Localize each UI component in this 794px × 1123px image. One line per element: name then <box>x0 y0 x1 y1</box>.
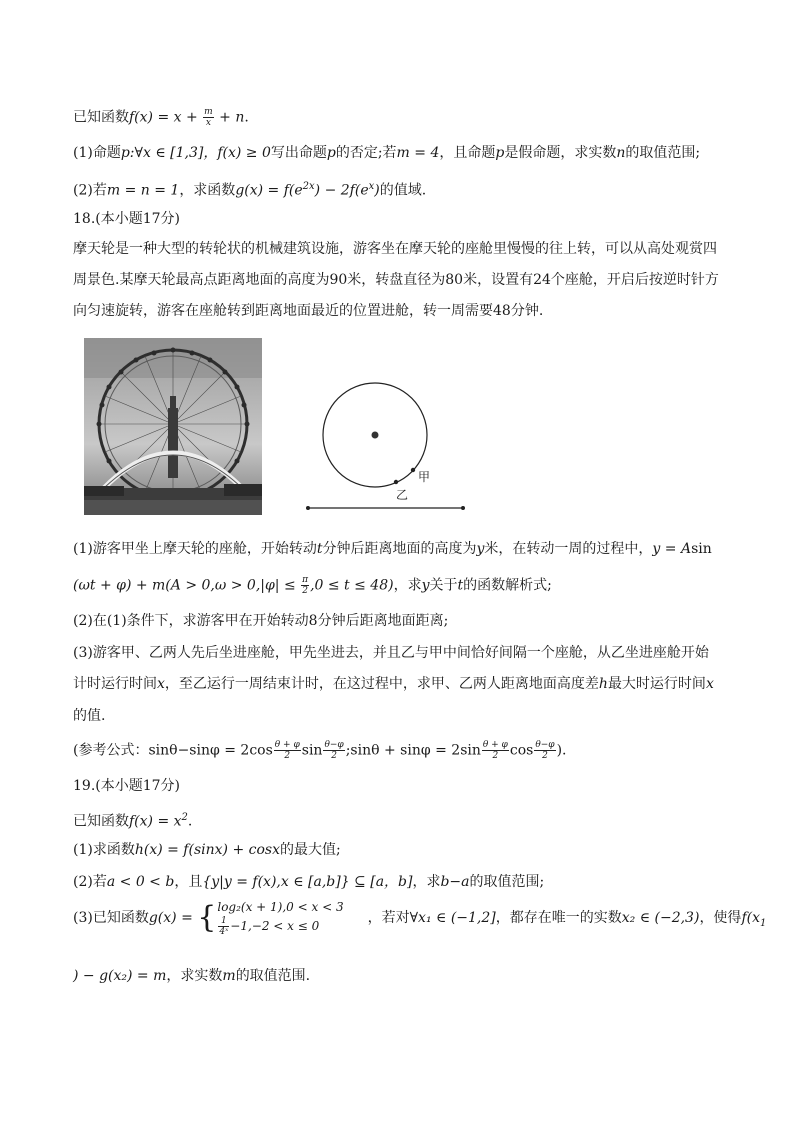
case-2-rest: −1,−2 < x ≤ 0 <box>230 919 320 933</box>
q19-sub3-line2 <box>73 966 310 986</box>
formula: f(x <box>741 910 760 926</box>
text: 已知函数 <box>73 109 129 126</box>
fraction <box>274 740 301 761</box>
fraction <box>323 740 344 761</box>
q18-sub1-line2 <box>73 575 552 596</box>
text: (2)若 <box>73 182 107 199</box>
text: 的取值范围; <box>625 145 701 161</box>
superscript: 2x <box>302 181 315 192</box>
denominator: 4ˣ <box>219 927 229 937</box>
fraction <box>203 107 214 128</box>
formula: m = n = 1 <box>106 182 180 199</box>
q17-part1 <box>73 143 700 163</box>
text: ，求 <box>412 874 441 890</box>
label-jia: 甲 <box>418 470 431 484</box>
q18-sub3-line1: (3)游客甲、乙两人先后坐进座舱，甲先坐进去，并且乙与甲中间恰好间隔一个座舱，从乙坐进座舱开始 <box>73 645 709 661</box>
formula: (ωt + φ) + m(A > 0,ω > 0,|φ| ≤ <box>73 577 301 594</box>
text: ，求实数 <box>166 968 223 984</box>
formula: p:∀x ∈ [1,3]，f(x) ≥ 0 <box>120 145 271 161</box>
q19-sub2 <box>73 872 544 892</box>
numerator: θ + φ <box>274 740 300 750</box>
q17-part2 <box>73 177 426 201</box>
text: (参考公式： <box>73 742 149 759</box>
text: 最大时运行时间 <box>607 676 706 692</box>
denominator: x <box>205 118 211 128</box>
formula: m <box>222 968 236 984</box>
case-2 <box>217 916 343 937</box>
text: ，且 <box>174 874 203 890</box>
formula: + n <box>214 109 245 126</box>
formula: n <box>616 145 626 161</box>
text: 计时运行时间 <box>73 676 157 692</box>
formula: x₂ ∈ (−2,3) <box>621 910 700 926</box>
text: (1)游客甲坐上摩天轮的座舱，开始转动 <box>73 541 317 557</box>
numerator: θ−φ <box>535 740 555 750</box>
formula: ;sinθ + sinφ = 2sin <box>345 742 481 759</box>
q19-sub1 <box>73 840 341 860</box>
q18-para-3: 向匀速旋转，游客在座舱转到距离地面最近的位置进舱，转一周需要48分钟. <box>73 303 544 319</box>
text: (1)命题 <box>73 145 121 161</box>
q17-intro <box>73 107 249 128</box>
formula: x <box>157 676 165 692</box>
formula: sin <box>691 541 712 557</box>
formula: p <box>326 145 336 161</box>
text: 分钟后距离地面的高度为 <box>322 541 477 557</box>
formula: f(x) = x <box>129 813 182 830</box>
numerator: θ−φ <box>324 740 344 750</box>
q18-header: 18.(本小题17分) <box>73 211 181 227</box>
formula: t <box>316 541 323 557</box>
piecewise-cases <box>217 899 343 937</box>
formula: sin <box>301 742 323 759</box>
text: ，且命题 <box>439 145 496 161</box>
text: 关于 <box>429 577 458 594</box>
formula: h <box>598 676 608 692</box>
text: (2)若 <box>73 874 107 890</box>
ferris-wheel-diagram <box>296 372 476 520</box>
q18-sub3-line3: 的值. <box>73 708 106 724</box>
denominator: 2 <box>302 586 308 596</box>
formula: ) − g(x₂) = m <box>73 968 167 984</box>
formula: ,0 ≤ t ≤ 48) <box>310 577 394 594</box>
q18-sub1-line1 <box>73 539 712 559</box>
superscript: 2 <box>181 812 188 823</box>
numerator: θ + φ <box>482 740 508 750</box>
text: ，求函数 <box>179 182 236 199</box>
q18-para-1: 摩天轮是一种大型的转轮状的机械建筑设施，游客坐在摩天轮的座舱里慢慢的往上转，可以从高处观赏四 <box>73 241 717 257</box>
q18-sub2: (2)在(1)条件下，求游客甲在开始转动8分钟后距离地面距离; <box>73 613 449 629</box>
text: ，若对 <box>367 910 410 926</box>
formula: b−a <box>440 874 470 890</box>
fraction <box>218 916 229 937</box>
formula: y = A <box>652 541 692 557</box>
denominator: 2 <box>492 751 499 761</box>
text: 的取值范围. <box>235 968 311 984</box>
formula: g(x) = <box>148 910 198 926</box>
text: 的否定;若 <box>335 145 397 161</box>
q18-para-2: 周景色.某摩天轮最高点距离地面的高度为90米，转盘直径为80米，设置有24个座舱，开启后按逆时针方 <box>73 272 719 288</box>
numerator: 1 <box>218 916 229 927</box>
piecewise-brace: { <box>197 900 217 935</box>
text: 写出命题 <box>270 145 327 161</box>
formula: sinθ−sinφ = 2cos <box>148 742 273 759</box>
point-yi <box>394 480 398 484</box>
formula: f(x) = x + <box>129 109 203 126</box>
denominator: 2 <box>542 751 548 761</box>
text: 米，在转动一周的过程中， <box>484 541 653 557</box>
text: . <box>187 813 193 830</box>
text: ，都存在唯一的实数 <box>495 910 622 926</box>
formula: ) <box>374 182 380 199</box>
q19-sub3-line1 <box>73 898 766 944</box>
text: 的最大值; <box>279 842 341 858</box>
q19-intro <box>73 808 192 832</box>
text: ，求 <box>393 577 422 594</box>
text: 已知函数 <box>73 813 129 830</box>
ferris-wheel-photo <box>84 338 262 515</box>
text: ，至乙运行一周结束计时，在这过程中，求甲、乙两人距离地面高度差 <box>164 676 599 692</box>
numerator: π <box>302 575 309 585</box>
text: 的取值范围; <box>469 874 545 890</box>
subscript: 1 <box>759 917 767 929</box>
superscript: x <box>368 181 375 192</box>
formula: a < 0 < b <box>106 874 175 890</box>
formula: x <box>705 676 714 692</box>
denominator: 2 <box>284 751 291 761</box>
text: 的函数解析式; <box>463 577 552 594</box>
formula: m = 4 <box>396 145 440 161</box>
formula: y <box>421 577 430 594</box>
fraction <box>301 575 309 596</box>
q19-header: 19.(本小题17分) <box>73 778 181 794</box>
fraction <box>482 740 509 761</box>
fraction <box>534 740 555 761</box>
text: 是假命题，求实数 <box>504 145 617 161</box>
text: . <box>244 109 249 126</box>
point-jia <box>411 468 415 472</box>
formula: ). <box>556 742 567 759</box>
q18-reference-formula <box>73 740 567 761</box>
ground-endpoint-right <box>461 506 465 510</box>
text: 的值域. <box>379 182 427 199</box>
text: ，使得 <box>699 910 742 926</box>
formula: ∀x₁ ∈ (−1,2] <box>409 910 496 926</box>
formula: p <box>495 145 505 161</box>
formula: y <box>476 541 485 557</box>
label-yi: 乙 <box>396 488 409 502</box>
numerator: m <box>204 107 213 117</box>
wheel-center-dot <box>372 432 379 439</box>
formula: {y|y = f(x),x ∈ [a,b]} ⊆ [a，b] <box>202 874 413 890</box>
denominator: 2 <box>331 751 337 761</box>
ground-endpoint-left <box>306 506 310 510</box>
formula: ) − 2f(e <box>314 182 369 199</box>
case-1: log₂(x + 1),0 < x < 3 <box>217 900 344 914</box>
formula: cos <box>509 742 534 759</box>
formula: h(x) = f(sinx) + cosx <box>134 842 280 858</box>
formula: g(x) = f(e <box>235 182 303 199</box>
text: (3)已知函数 <box>73 910 149 926</box>
q18-sub3-line2 <box>73 674 714 694</box>
text: (1)求函数 <box>73 842 135 858</box>
formula: t <box>457 577 464 594</box>
